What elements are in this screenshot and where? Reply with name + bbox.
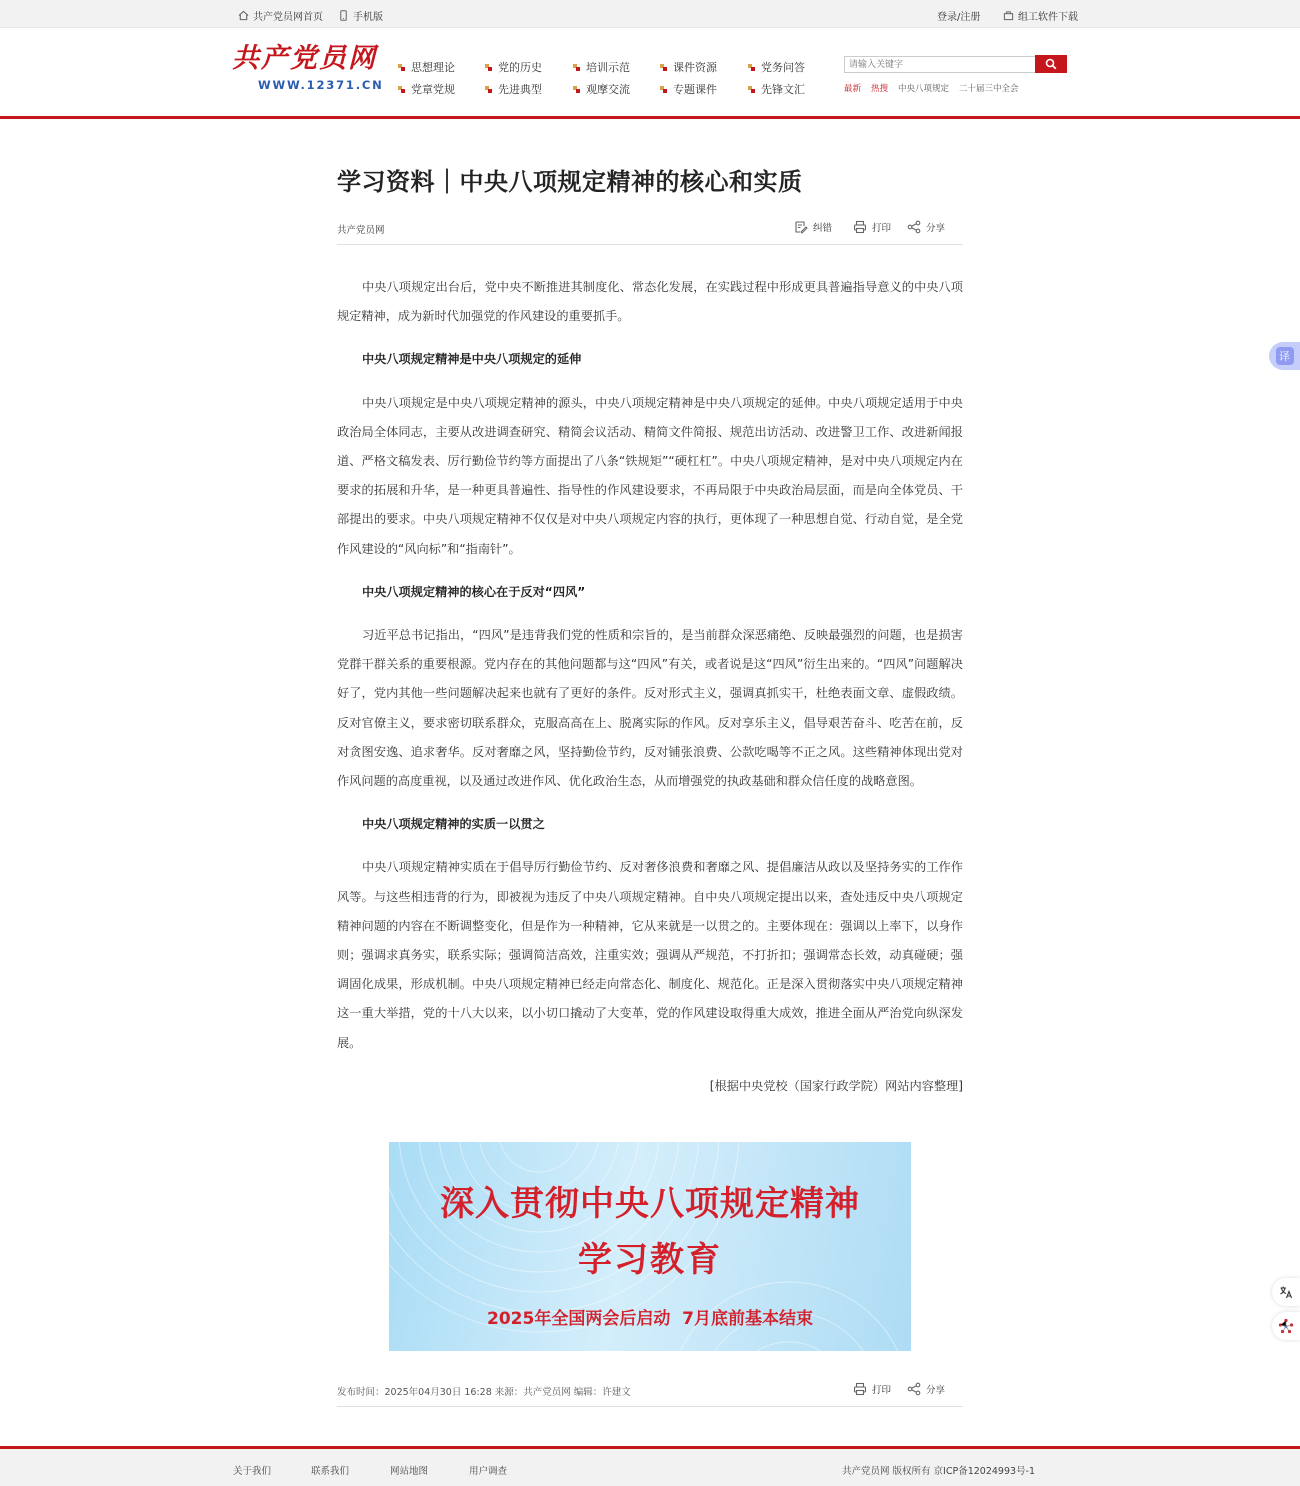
- hot-term-link[interactable]: 二十届三中全会: [959, 84, 1019, 94]
- nav-item-theory[interactable]: [398, 59, 455, 75]
- nav-label: 先锋文汇: [761, 83, 805, 96]
- footer-link-survey[interactable]: 用户调查: [469, 1466, 508, 1477]
- login-register-link[interactable]: [937, 8, 980, 23]
- nav-bullet-icon: [748, 86, 755, 93]
- paragraph: 中央八项规定出台后，党中央不断推进其制度化、常态化发展，在实践过程中形成更具普遍指导意义的中央八项规定精神，成为新时代加强党的作风建设的重要抓手。: [337, 280, 963, 324]
- share-label: 分享: [926, 1385, 946, 1396]
- campaign-banner[interactable]: [389, 1142, 911, 1351]
- hot-latest-link[interactable]: 最新: [844, 84, 862, 94]
- banner-tagline: 2025年全国两会后启动 7月底前基本结束: [487, 1309, 813, 1329]
- article-body: [337, 273, 963, 1115]
- nav-bullet-icon: [485, 86, 492, 93]
- share-label: 分享: [926, 223, 946, 234]
- nav-item-models[interactable]: [485, 81, 542, 97]
- home-link-label: 共产党员网首页: [253, 12, 323, 23]
- nav-label: 先进典型: [498, 83, 542, 96]
- nav-label: 党章党规: [411, 83, 455, 96]
- print-icon: [853, 220, 867, 234]
- section-heading: 中央八项规定精神的实质一以贯之: [362, 817, 545, 832]
- nav-bullet-icon: [660, 64, 667, 71]
- footer-link-about[interactable]: 关于我们: [233, 1466, 272, 1477]
- nav-label: 思想理论: [411, 61, 455, 74]
- ai-assistant-button[interactable]: [1272, 1312, 1300, 1340]
- paragraph: 中央八项规定是中央八项规定精神的源头，中央八项规定精神是中央八项规定的延伸。中央八项规定适用于中央政治局全体同志，主要从改进调查研究、精简会议活动、精简文件简报、规范出访活动、改进警卫工作、改进新闻报道、严格文稿发表、厉行勤俭节约等方面提出了八条“铁规矩”“硬杠杠”。中央八项规定精神，是对中央八项规定内在要求的拓展和升华，是一种更具普遍性、指导性的作风建设要求，不再局限于中央政治局层面，而是向全体党员、干部提出的要求。中央八项规定精神不仅仅是对中央八项规定内容的执行，更体现了一种思想自觉、行动自觉，是全党作风建设的“风向标”和“指南针”。: [337, 395, 963, 556]
- site-header: [0, 28, 1300, 116]
- print-label: 打印: [872, 1385, 892, 1396]
- mobile-link[interactable]: [338, 8, 383, 23]
- article-source: 共产党员网: [337, 225, 385, 236]
- share-button-bottom[interactable]: [907, 1382, 945, 1396]
- nav-bullet-icon: [398, 64, 405, 71]
- nav-item-charter[interactable]: [398, 81, 455, 97]
- article-title: 学习资料｜中央八项规定精神的核心和实质: [337, 168, 803, 196]
- hot-search-link[interactable]: 热搜: [871, 84, 889, 94]
- footer-link-sitemap[interactable]: 网站地图: [390, 1466, 429, 1477]
- download-icon: [1003, 10, 1014, 21]
- home-link[interactable]: [238, 8, 323, 23]
- network-icon: [1278, 1318, 1294, 1334]
- nav-bullet-icon: [398, 86, 405, 93]
- mobile-icon: [338, 10, 349, 21]
- banner-subheadline: 学习教育: [578, 1240, 722, 1280]
- nav-label: 党务问答: [761, 61, 805, 74]
- site-logo[interactable]: [232, 43, 384, 96]
- translate-tab[interactable]: [1269, 342, 1300, 370]
- software-download-link[interactable]: [1003, 8, 1078, 23]
- print-button-bottom[interactable]: [853, 1382, 891, 1396]
- print-icon: [853, 1382, 867, 1396]
- paragraph: 习近平总书记指出，“四风”是违背我们党的性质和宗旨的，是当前群众深恶痛绝、反映最强烈的问题，也是损害党群干群关系的重要根源。党内存在的其他问题都与这“四风”有关，或者说是这“四风”衍生出来的。“四风”问题解决好了，党内其他一些问题解决起来也就有了更好的条件。反对形式主义，强调真抓实干，杜绝表面文章、虚假政绩。反对官僚主义，要求密切联系群众，克服高高在上、脱离实际的作风。反对享乐主义，倡导艰苦奋斗、吃苦在前，反对贪图安逸、追求奢华。反对奢靡之风，坚持勤俭节约，反对铺张浪费、公款吃喝等不正之风。这些精神体现出党对作风问题的高度重视，以及通过改进作风、优化政治生态，从而增强党的执政基础和群众信任度的战略意图。: [337, 628, 963, 789]
- nav-label: 培训示范: [586, 61, 630, 74]
- search-input[interactable]: [844, 56, 1036, 73]
- share-icon: [907, 1382, 921, 1396]
- correct-button[interactable]: [794, 220, 832, 234]
- footer-link-contact[interactable]: 联系我们: [311, 1466, 350, 1477]
- logo-url: WWW.12371.CN: [258, 78, 384, 92]
- nav-item-literature[interactable]: [748, 81, 805, 97]
- header-divider: [0, 116, 1300, 119]
- language-icon: [1279, 1285, 1293, 1299]
- nav-bullet-icon: [660, 86, 667, 93]
- hot-term-link[interactable]: 中央八项规定: [898, 84, 950, 94]
- nav-bullet-icon: [573, 64, 580, 71]
- source-note: [根据中央党校（国家行政学院）网站内容整理]: [709, 1078, 963, 1093]
- nav-item-qa[interactable]: [748, 59, 805, 75]
- nav-item-special[interactable]: [660, 81, 717, 97]
- publish-info: 发布时间：2025年04月30日 16:28 来源：共产党员网 编辑：许建文: [337, 1387, 631, 1398]
- nav-bullet-icon: [485, 64, 492, 71]
- search-button[interactable]: [1035, 55, 1067, 73]
- logo-text: 共产党员网: [232, 43, 377, 74]
- translate-label: 译: [1276, 347, 1294, 365]
- nav-label: 党的历史: [498, 61, 542, 74]
- article-meta: [337, 218, 963, 245]
- copyright: 共产党员网 版权所有 京ICP备12024993号-1: [842, 1466, 1036, 1477]
- nav-item-history[interactable]: [485, 59, 542, 75]
- software-download-label: 组工软件下载: [1018, 12, 1078, 23]
- print-button[interactable]: [853, 220, 891, 234]
- edit-icon: [794, 220, 808, 234]
- mobile-link-label: 手机版: [353, 12, 383, 23]
- article-footer-meta: [337, 1380, 963, 1407]
- nav-label: 观摩交流: [586, 83, 630, 96]
- correct-label: 纠错: [813, 223, 833, 234]
- paragraph: 中央八项规定精神实质在于倡导厉行勤俭节约、反对奢侈浪费和奢靡之风、提倡廉洁从政以及坚持务实的工作作风等。与这些相违背的行为，即被视为违反了中央八项规定精神。自中央八项规定提出以来，查处违反中央八项规定精神问题的内容在不断调整变化，但是作为一种精神，它从来就是一以贯之的。主要体现在：强调以上率下，以身作则；强调求真务实，联系实际；强调简洁高效，注重实效；强调从严规范，不打折扣；强调常态长效，动真碰硬；强调固化成果，形成机制。中央八项规定精神已经走向常态化、制度化、规范化。正是深入贯彻落实中央八项规定精神这一重大举措，党的十八大以来，以小切口撬动了大变革，党的作风建设取得重大成效，推进全面从严治党向纵深发展。: [337, 860, 963, 1050]
- print-label: 打印: [872, 223, 892, 234]
- share-button[interactable]: [907, 220, 945, 234]
- hot-search-row: [844, 82, 1019, 94]
- top-bar: [0, 0, 1300, 28]
- section-heading: 中央八项规定精神的核心在于反对“四风”: [362, 584, 586, 599]
- nav-label: 专题课件: [673, 83, 717, 96]
- nav-bullet-icon: [748, 64, 755, 71]
- section-heading: 中央八项规定精神是中央八项规定的延伸: [362, 352, 582, 367]
- nav-item-exchange[interactable]: [573, 81, 630, 97]
- site-footer: [0, 1449, 1300, 1486]
- login-register-label: 登录/注册: [937, 12, 981, 23]
- nav-item-training[interactable]: [573, 59, 630, 75]
- nav-bullet-icon: [573, 86, 580, 93]
- home-icon: [238, 10, 249, 21]
- nav-label: 课件资源: [673, 61, 717, 74]
- search-icon: [1045, 58, 1057, 70]
- nav-item-courseware[interactable]: [660, 59, 717, 75]
- banner-headline: 深入贯彻中央八项规定精神: [440, 1184, 860, 1224]
- share-icon: [907, 220, 921, 234]
- translate-tool-button[interactable]: [1272, 1278, 1300, 1306]
